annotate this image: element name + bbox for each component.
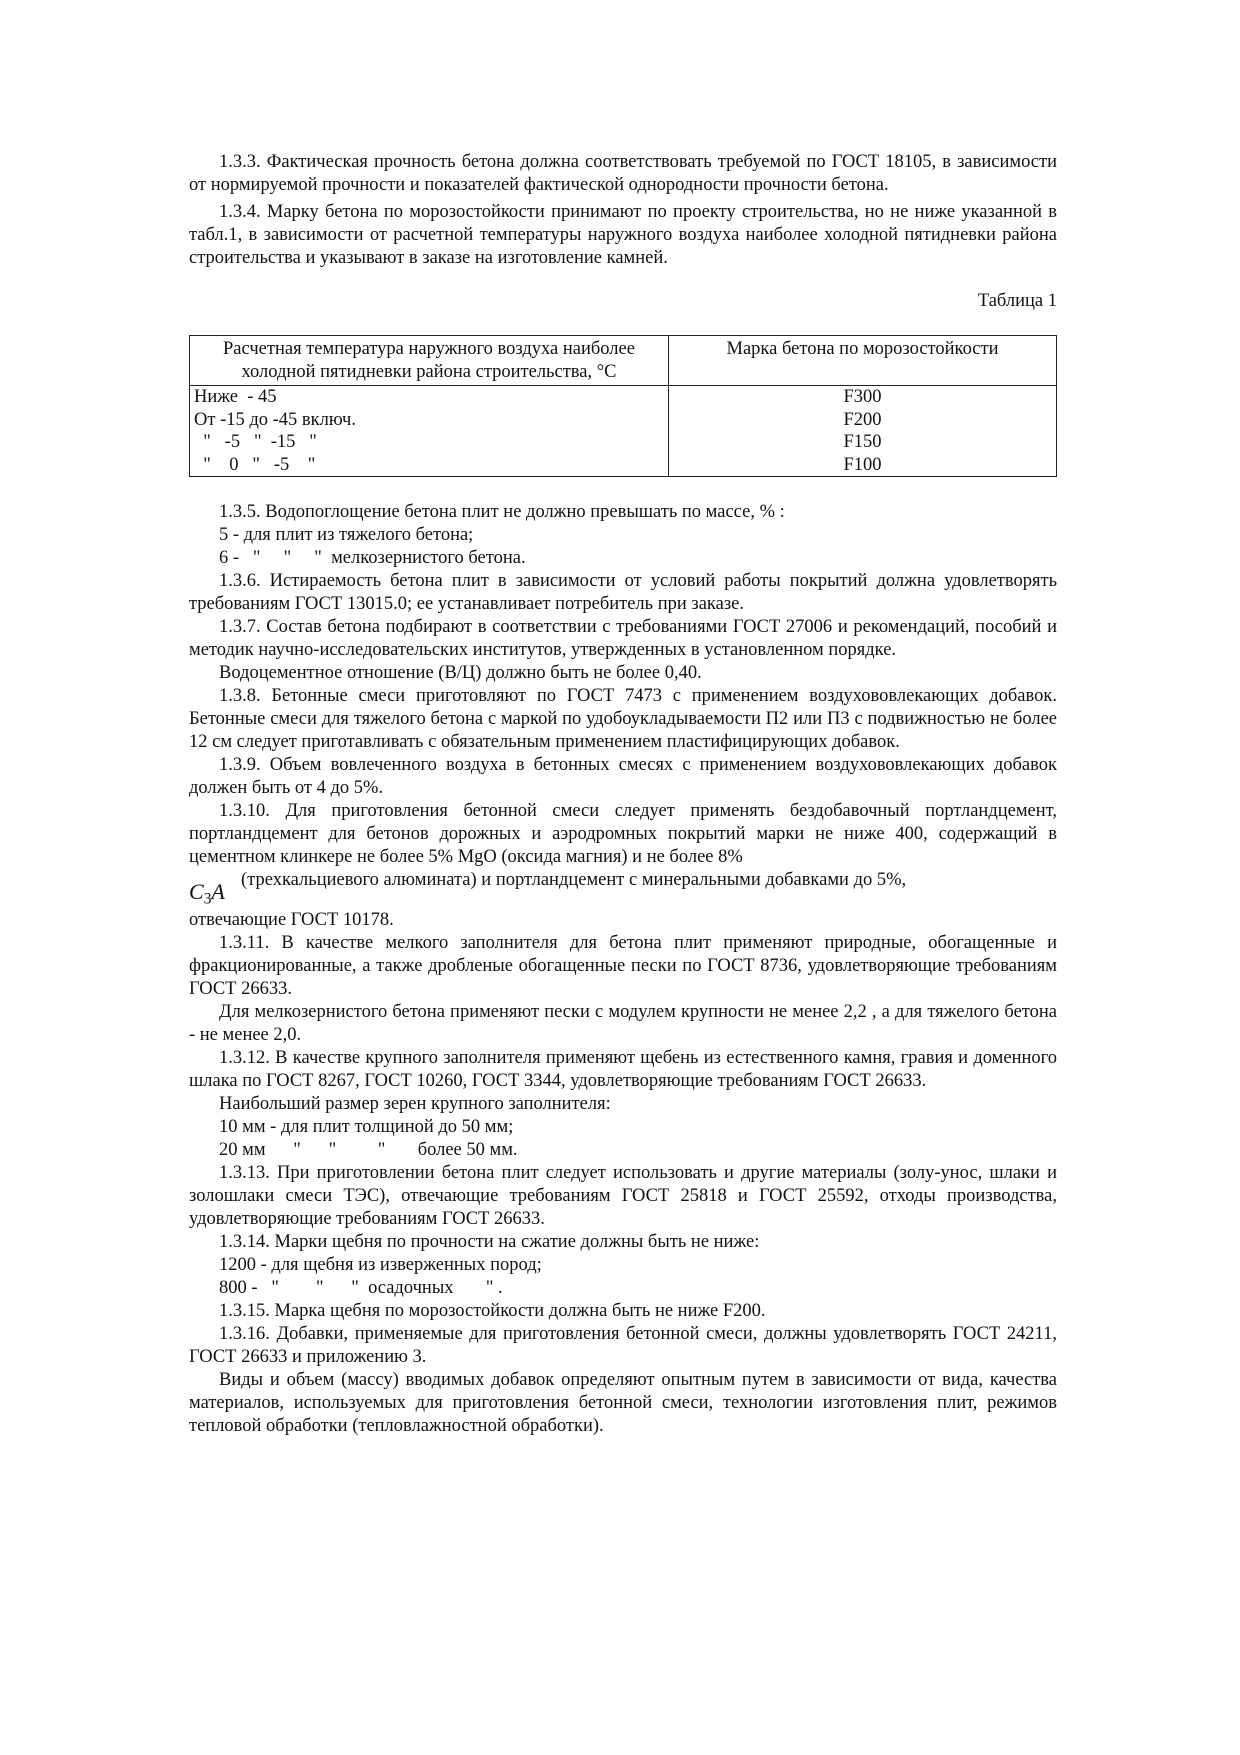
paragraph-1-3-5: 1.3.5. Водопоглощение бетона плит не должно превышать по массе, % : bbox=[219, 502, 785, 522]
table-row bbox=[190, 409, 1057, 432]
paragraph-1-3-8: 1.3.8. Бетонные смеси приготовляют по ГОСТ 7473 с применением воздухововлекающих добавок. Бетонные смеси для тяжелого бетона с маркой по удобоукладываемости П2 или П3 с подвижностью не более 12 см следует приготавливать с обязательным применением пластифицирующих добавок. bbox=[189, 686, 1057, 752]
paragraph-1-3-16: 1.3.16. Добавки, применяемые для приготовления бетонной смеси, должны удовлетворять ГОСТ 24211, ГОСТ 26633 и приложению 3. bbox=[189, 1323, 1057, 1367]
document-page bbox=[189, 151, 1057, 1438]
cell-temperature: От -15 до -45 включ. bbox=[190, 409, 669, 432]
table-row bbox=[190, 386, 1057, 409]
table-caption: Таблица 1 bbox=[977, 291, 1057, 311]
cell-temperature: " 0 " -5 " bbox=[190, 454, 669, 477]
paragraph-1-3-12: 1.3.12. В качестве крупного заполнителя применяют щебень из естественного камня, гравия и доменного шлака по ГОСТ 8267, ГОСТ 10260, ГОСТ 3344, удовлетворяющие требованиям ГОСТ 26633. bbox=[189, 1047, 1057, 1091]
paragraph-1-3-4: 1.3.4. Марку бетона по морозостойкости принимают по проекту строительства, но не ниже указанной в табл.1, в зависимости от расчетной температуры наружного воздуха наиболее холодной пятидневки района строительства и указывают в заказе на изготовление камней. bbox=[189, 202, 1057, 268]
cell-grade: F150 bbox=[843, 432, 882, 452]
paragraph-1-3-15: 1.3.15. Марка щебня по морозостойкости должна быть не ниже F200. bbox=[219, 1300, 766, 1321]
paragraph-additives: Виды и объем (массу) вводимых добавок определяют опытным путем в зависимости от вида, качества материалов, используемых для приготовления бетонной смеси, технологии изготовления плит, режимов тепловой обработки (тепловлажностной обработки). bbox=[189, 1369, 1057, 1436]
formula-c3a bbox=[189, 869, 241, 909]
table-row bbox=[190, 454, 1057, 477]
table-header-row bbox=[190, 336, 1057, 386]
table-row bbox=[190, 431, 1057, 454]
paragraph-1-3-11: 1.3.11. В качестве мелкого заполнителя для бетона плит применяют природные, обогащенные и фракционированные, а также дробленые обогащенные пески по ГОСТ 8736, удовлетворяющие требованиям ГОСТ 26633. bbox=[189, 932, 1057, 999]
paragraph-1-3-10-cont: (трехкальциевого алюмината) и портландцемент с минеральными добавками до 5%, bbox=[241, 870, 907, 890]
header-temperature: Расчетная температура наружного воздуха наиболее холодной пятидневки района строительства, °С bbox=[190, 336, 669, 386]
paragraph-1-3-6: 1.3.6. Истираемость бетона плит в зависимости от условий работы покрытий должна удовлетворять требованиям ГОСТ 13015.0; ее устанавливает потребитель при заказе. bbox=[189, 571, 1057, 614]
paragraph-1-3-3: 1.3.3. Фактическая прочность бетона должна соответствовать требуемой по ГОСТ 18105, в зависимости от нормируемой прочности и показателей фактической однородности прочности бетона. bbox=[189, 152, 1057, 195]
paragraph-1-3-10-end: отвечающие ГОСТ 10178. bbox=[189, 909, 394, 930]
formula-base: C bbox=[189, 879, 204, 904]
list-item: 800 - " " " осадочных " . bbox=[219, 1277, 503, 1298]
header-grade: Марка бетона по морозостойкости bbox=[669, 336, 1057, 386]
paragraph-1-3-10: 1.3.10. Для приготовления бетонной смеси следует применять бездобавочный портландцемент, портландцемент для бетонов дорожных и аэродромных покрытий марки не ниже 400, содержащий в цементном клинкере не более 5% MgO (оксида магния) и не более 8% bbox=[189, 801, 1057, 867]
list-item: 5 - для плит из тяжелого бетона; bbox=[219, 525, 474, 545]
paragraph-grain-size: Наибольший размер зерен крупного заполнителя: bbox=[219, 1093, 611, 1114]
paragraph-wc-ratio: Водоцементное отношение (В/Ц) должно быть не более 0,40. bbox=[219, 663, 702, 683]
formula-line bbox=[189, 869, 1057, 909]
paragraph-1-3-7: 1.3.7. Состав бетона подбирают в соответствии с требованиями ГОСТ 27006 и рекомендаций, пособий и методик научно-исследовательских институтов, утвержденных в установленном порядке. bbox=[189, 617, 1057, 660]
paragraph-fine-sand: Для мелкозернистого бетона применяют пески с модулем крупности не менее 2,2 , а для тяжелого бетона - не менее 2,0. bbox=[189, 1001, 1057, 1045]
cell-temperature: " -5 " -15 " bbox=[190, 431, 669, 454]
list-item: 6 - " " " мелкозернистого бетона. bbox=[219, 548, 526, 568]
list-item: 10 мм - для плит толщиной до 50 мм; bbox=[219, 1116, 514, 1137]
paragraph-1-3-9: 1.3.9. Объем вовлеченного воздуха в бетонных смесях с применением воздухововлекающих добавок должен быть от 4 до 5%. bbox=[189, 755, 1057, 798]
paragraph-1-3-14: 1.3.14. Марки щебня по прочности на сжатие должны быть не ниже: bbox=[219, 1231, 760, 1252]
formula-tail: A bbox=[211, 879, 225, 904]
formula-subscript: 3 bbox=[203, 890, 212, 908]
cell-grade: F300 bbox=[843, 387, 882, 407]
cell-grade: F100 bbox=[843, 454, 882, 475]
frost-resistance-table bbox=[189, 335, 1057, 477]
paragraph-1-3-13: 1.3.13. При приготовлении бетона плит следует использовать и другие материалы (золу-унос, шлаки и золошлаки смеси ТЭС), отвечающие требованиям ГОСТ 25818 и ГОСТ 25592, отходы производства, удовлетворяющие требованиям ГОСТ 26633. bbox=[189, 1162, 1057, 1229]
list-item: 20 мм " " " более 50 мм. bbox=[219, 1139, 518, 1160]
cell-temperature: Ниже - 45 bbox=[190, 386, 669, 409]
cell-grade: F200 bbox=[843, 409, 882, 430]
list-item: 1200 - для щебня из изверженных пород; bbox=[219, 1254, 542, 1275]
